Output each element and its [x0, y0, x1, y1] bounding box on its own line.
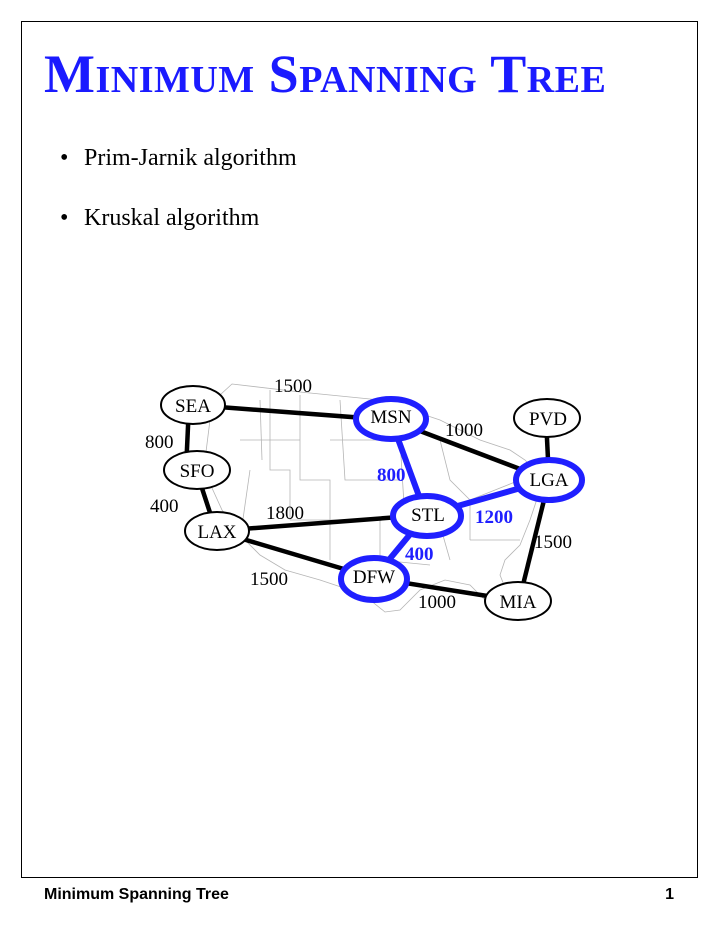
- weight-lax-stl: 1800: [266, 503, 304, 524]
- node-stl: [393, 496, 461, 536]
- weight-msn-lga: 1000: [445, 420, 483, 441]
- bullet-marker: •: [60, 145, 69, 171]
- slide-title: Minimum Spanning Tree: [44, 44, 607, 104]
- node-msn: [356, 399, 426, 439]
- node-label: STL: [411, 505, 445, 526]
- node-sea: [161, 386, 225, 424]
- weight-lax-dfw: 1500: [250, 569, 288, 590]
- bullet-text: Prim-Jarnik algorithm: [84, 145, 297, 171]
- weight-dfw-mia: 1000: [418, 592, 456, 613]
- node-lga: [516, 460, 582, 500]
- node-sfo: [164, 451, 230, 489]
- page-number: 1: [665, 886, 674, 903]
- node-label: SFO: [179, 461, 215, 482]
- node-label: PVD: [528, 409, 568, 430]
- weight-stl-lga: 1200: [475, 507, 513, 528]
- graph-nodes: [161, 386, 582, 620]
- node-label: MIA: [499, 592, 537, 613]
- weight-sfo-lax: 400: [150, 496, 179, 517]
- node-pvd: [514, 399, 580, 437]
- node-mia: [485, 582, 551, 620]
- node-label: DFW: [352, 567, 396, 588]
- weight-sea-sfo: 800: [145, 432, 174, 453]
- weight-stl-dfw: 400: [405, 544, 434, 565]
- node-lax: [185, 512, 249, 550]
- node-label: SEA: [175, 396, 211, 417]
- weight-lga-mia: 1500: [534, 532, 572, 553]
- node-dfw: [341, 558, 407, 600]
- bullet-text: Kruskal algorithm: [84, 205, 260, 231]
- weight-sea-msn: 1500: [274, 376, 312, 397]
- node-label: LGA: [529, 470, 569, 491]
- weight-msn-stl: 800: [377, 465, 406, 486]
- node-label: LAX: [197, 522, 237, 543]
- bullet-marker: •: [60, 205, 69, 231]
- node-label: MSN: [370, 407, 412, 428]
- footer-title: Minimum Spanning Tree: [44, 886, 229, 903]
